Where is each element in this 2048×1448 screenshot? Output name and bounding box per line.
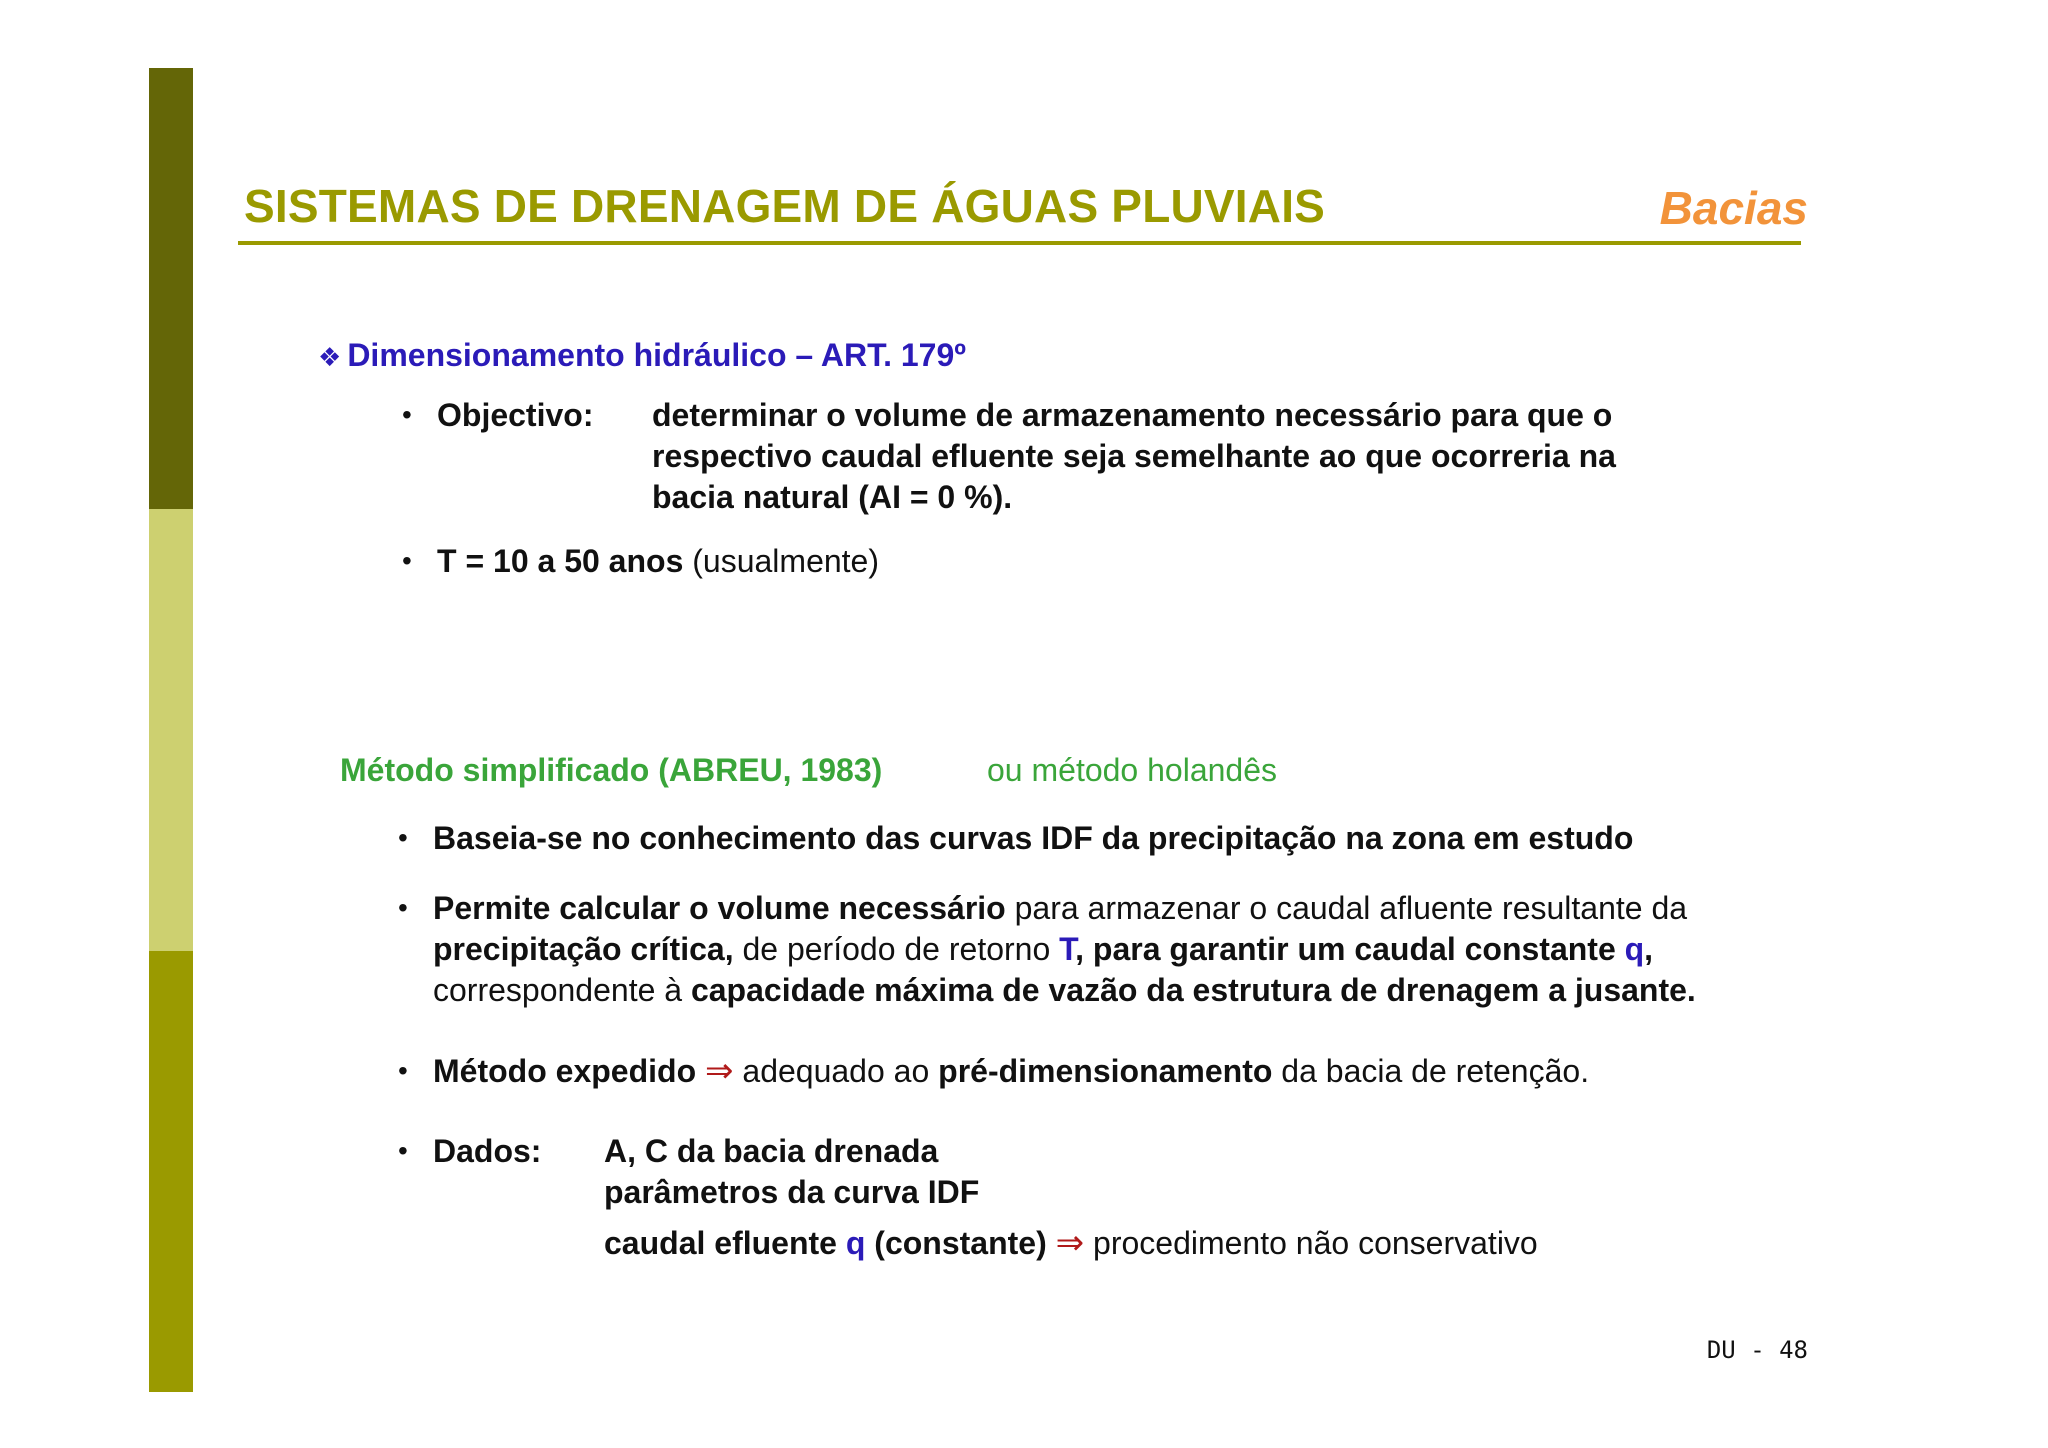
dados-line xyxy=(604,1223,1538,1264)
punctuation: , xyxy=(1644,931,1654,967)
bullet-icon: • xyxy=(398,1055,408,1086)
side-bar-light xyxy=(149,509,193,951)
method-subtitle: ou método holandês xyxy=(987,752,1277,788)
emphasis-text: caudal efluente xyxy=(604,1225,846,1261)
emphasis-text: capacidade máxima de vazão da estrutura de drenagem a jusante. xyxy=(690,972,1696,1008)
symbol-q: q xyxy=(1624,931,1645,967)
emphasis-text: pré-dimensionamento xyxy=(938,1053,1273,1089)
objective-label: Objectivo: xyxy=(437,397,594,433)
page-number: DU - 48 xyxy=(1706,1336,1808,1364)
method-title: Método simplificado (ABREU, 1983) xyxy=(340,752,883,788)
objective-line: determinar o volume de armazenamento necessário para que o xyxy=(652,397,1613,433)
objective-line: respectivo caudal efluente seja semelhante ao que ocorreria na xyxy=(652,438,1616,474)
bullet-icon: • xyxy=(402,399,412,430)
bullet-icon: • xyxy=(398,822,408,853)
side-bar-olive xyxy=(149,951,193,1392)
body-text: da bacia de retenção. xyxy=(1272,1053,1590,1089)
emphasis-text: , para garantir um caudal constante xyxy=(1075,931,1625,967)
emphasis-text: Método expedido xyxy=(433,1053,697,1089)
body-text: procedimento não conservativo xyxy=(1084,1225,1538,1261)
dados-list xyxy=(604,1131,1538,1264)
slide-title: SISTEMAS DE DRENAGEM DE ÁGUAS PLUVIAIS xyxy=(244,180,1326,232)
implies-arrow-icon: ⇒ xyxy=(705,1052,734,1090)
side-bar-dark xyxy=(149,68,193,509)
body-text: adequado ao xyxy=(733,1053,939,1089)
dados-label: Dados: xyxy=(433,1133,542,1169)
bullet-volume-line-2 xyxy=(433,929,1653,970)
bullet-volume-line-3 xyxy=(433,970,1696,1011)
heading-dimensionamento xyxy=(318,335,966,377)
emphasis-text: (constante) xyxy=(865,1225,1047,1261)
emphasis-text: precipitação crítica, xyxy=(433,931,734,967)
dados-line: parâmetros da curva IDF xyxy=(604,1174,980,1210)
diamond-bullet-icon: ❖ xyxy=(318,342,342,372)
emphasis-text: Permite calcular o volume necessário xyxy=(433,890,1006,926)
objective-line: bacia natural (AI = 0 %). xyxy=(652,479,1013,515)
return-period xyxy=(437,541,879,582)
body-text: correspondente à xyxy=(433,972,691,1008)
symbol-T: T xyxy=(1059,931,1076,967)
body-text: de período de retorno xyxy=(733,931,1060,967)
symbol-q: q xyxy=(845,1225,866,1261)
body-text: para armazenar o caudal afluente resultante da xyxy=(1005,890,1688,926)
dados-line: A, C da bacia drenada xyxy=(604,1133,939,1169)
heading-text: Dimensionamento hidráulico – ART. 179º xyxy=(347,337,966,373)
bullet-volume-line-1 xyxy=(433,888,1687,929)
return-period-note: (usualmente) xyxy=(683,543,879,579)
bullet-icon: • xyxy=(398,1135,408,1166)
implies-arrow-icon: ⇒ xyxy=(1055,1224,1085,1262)
bullet-icon: • xyxy=(398,892,408,923)
bullet-idf-curves: Baseia-se no conhecimento das curvas IDF da precipitação na zona em estudo xyxy=(433,820,1634,856)
objective-text xyxy=(652,395,1752,518)
bullet-expedited xyxy=(433,1051,1589,1092)
bullet-icon: • xyxy=(402,545,412,576)
section-label: Bacias xyxy=(1659,182,1808,234)
title-underline xyxy=(238,241,1801,245)
return-period-value: T = 10 a 50 anos xyxy=(437,543,684,579)
